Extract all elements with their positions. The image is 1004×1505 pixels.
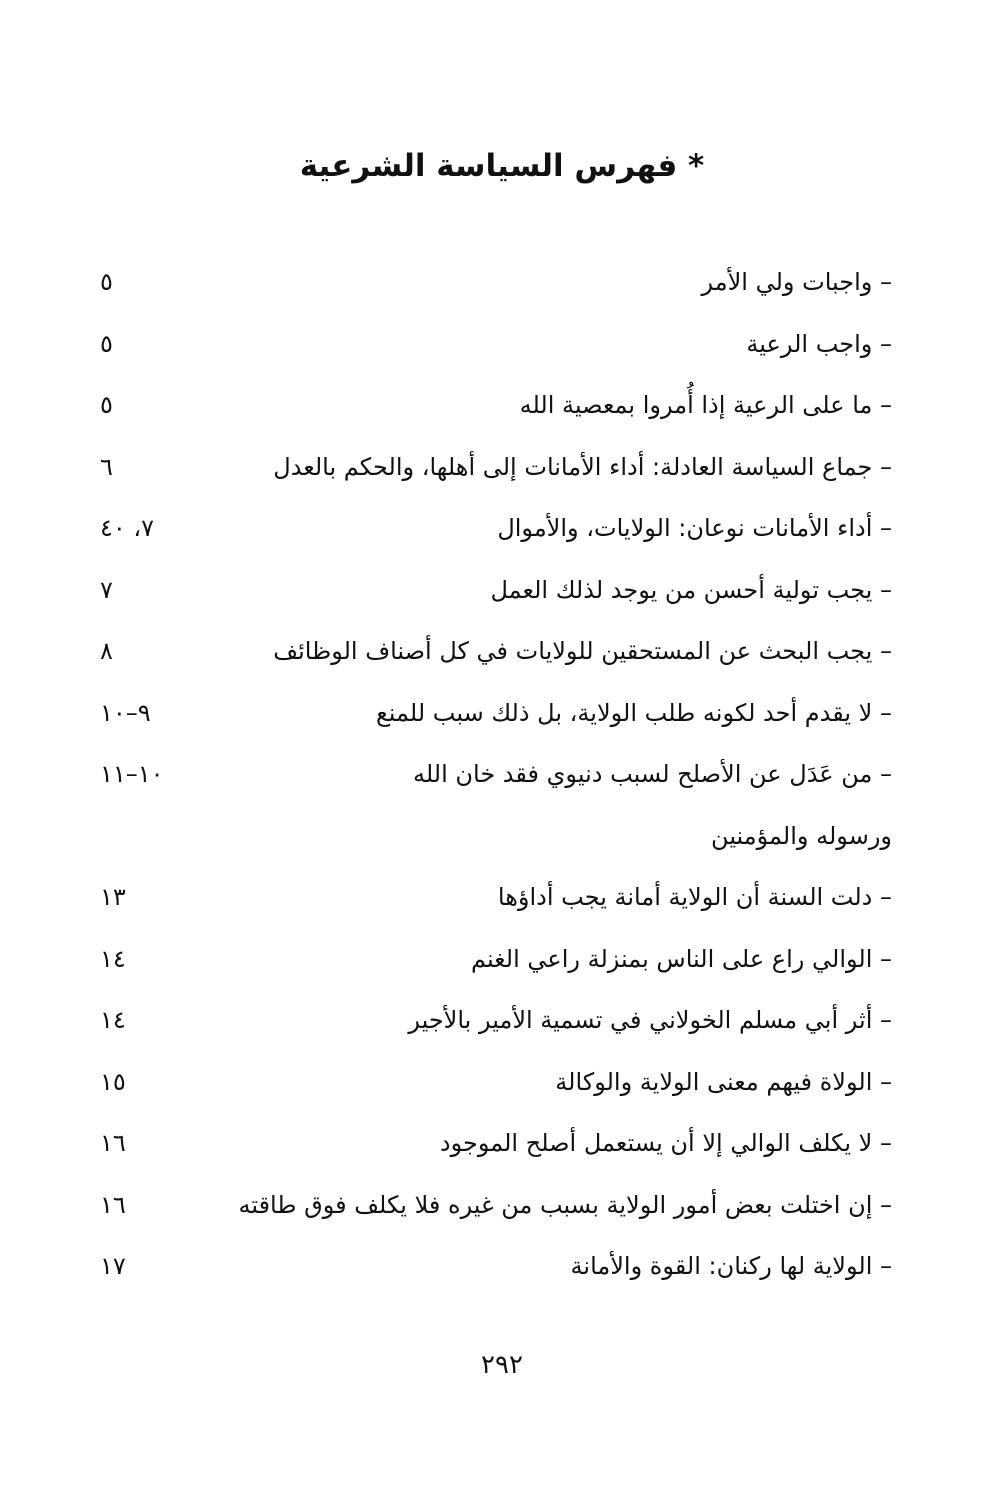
entry-text: – جماع السياسة العادلة: أداء الأمانات إلى أهلها، والحكم بالعدل [273, 452, 892, 481]
entry-text: ورسوله والمؤمنين [711, 821, 892, 850]
entry-text: – الوالي راع على الناس بمنزلة راعي الغنم [470, 944, 892, 973]
page-title: * فهرس السياسة الشرعية [299, 148, 705, 184]
entry-text: – واجب الرعية [746, 329, 892, 358]
index-entry [0, 317, 1004, 379]
entry-text: – أثر أبي مسلم الخولاني في تسمية الأمير بالأجير [408, 1006, 892, 1034]
entry-text: – واجبات ولي الأمر [701, 268, 892, 296]
index-entry [0, 1239, 1004, 1301]
entry-page-ref: ١٠–١١ [100, 760, 164, 788]
page-number: ٢٩٢ [481, 1350, 523, 1380]
entry-page-ref: ٧ [100, 575, 113, 604]
entry-page-ref: ١٧ [100, 1252, 126, 1280]
index-entry [0, 993, 1004, 1055]
index-list [0, 255, 1004, 1301]
entry-page-ref: ١٦ [100, 1190, 126, 1219]
entry-page-ref: ٩–١٠ [100, 698, 151, 727]
entry-text: – الولاة فيهم معنى الولاية والوكالة [555, 1067, 892, 1096]
entry-page-ref: ١٤ [100, 1006, 126, 1034]
index-entry [0, 1116, 1004, 1178]
entry-page-ref: ٦ [100, 452, 113, 481]
entry-page-ref: ١٥ [100, 1067, 126, 1096]
index-entry-continuation [0, 809, 1004, 871]
index-entry [0, 501, 1004, 563]
entry-text: – لا يقدم أحد لكونه طلب الولاية، بل ذلك سبب للمنع [376, 698, 892, 727]
index-entry [0, 378, 1004, 440]
entry-page-ref: ١٤ [100, 944, 126, 973]
entry-text: – يجب تولية أحسن من يوجد لذلك العمل [490, 575, 892, 604]
index-entry [0, 1178, 1004, 1240]
entry-text: – أداء الأمانات نوعان: الولايات، والأموال [497, 514, 892, 542]
entry-text: – دلت السنة أن الولاية أمانة يجب أداؤها [497, 883, 892, 911]
index-entry [0, 255, 1004, 317]
entry-text: – لا يكلف الوالي إلا أن يستعمل أصلح الموجود [439, 1129, 892, 1157]
entry-page-ref: ١٦ [100, 1129, 126, 1157]
index-entry [0, 440, 1004, 502]
entry-text: – من عَدَل عن الأصلح لسبب دنيوي فقد خان الله [412, 760, 892, 788]
entry-page-ref: ٨ [100, 637, 113, 665]
index-entry [0, 1055, 1004, 1117]
entry-text: – إن اختلت بعض أمور الولاية بسبب من غيره فلا يكلف فوق طاقته [238, 1190, 892, 1219]
entry-text: – ما على الرعية إذا أُمروا بمعصية الله [519, 391, 892, 419]
entry-page-ref: ١٣ [100, 883, 126, 911]
entry-page-ref: ٥ [100, 329, 113, 358]
index-entry [0, 686, 1004, 748]
entry-page-ref: ٥ [100, 268, 113, 296]
index-entry [0, 563, 1004, 625]
entry-page-ref: ٥ [100, 391, 113, 419]
entry-text: – يجب البحث عن المستحقين للولايات في كل أصناف الوظائف [273, 637, 892, 665]
index-entry [0, 624, 1004, 686]
entry-text: – الولاية لها ركنان: القوة والأمانة [570, 1252, 892, 1280]
index-entry [0, 747, 1004, 809]
index-entry [0, 932, 1004, 994]
entry-page-ref: ٧، ٤٠ [100, 514, 155, 542]
index-entry [0, 870, 1004, 932]
